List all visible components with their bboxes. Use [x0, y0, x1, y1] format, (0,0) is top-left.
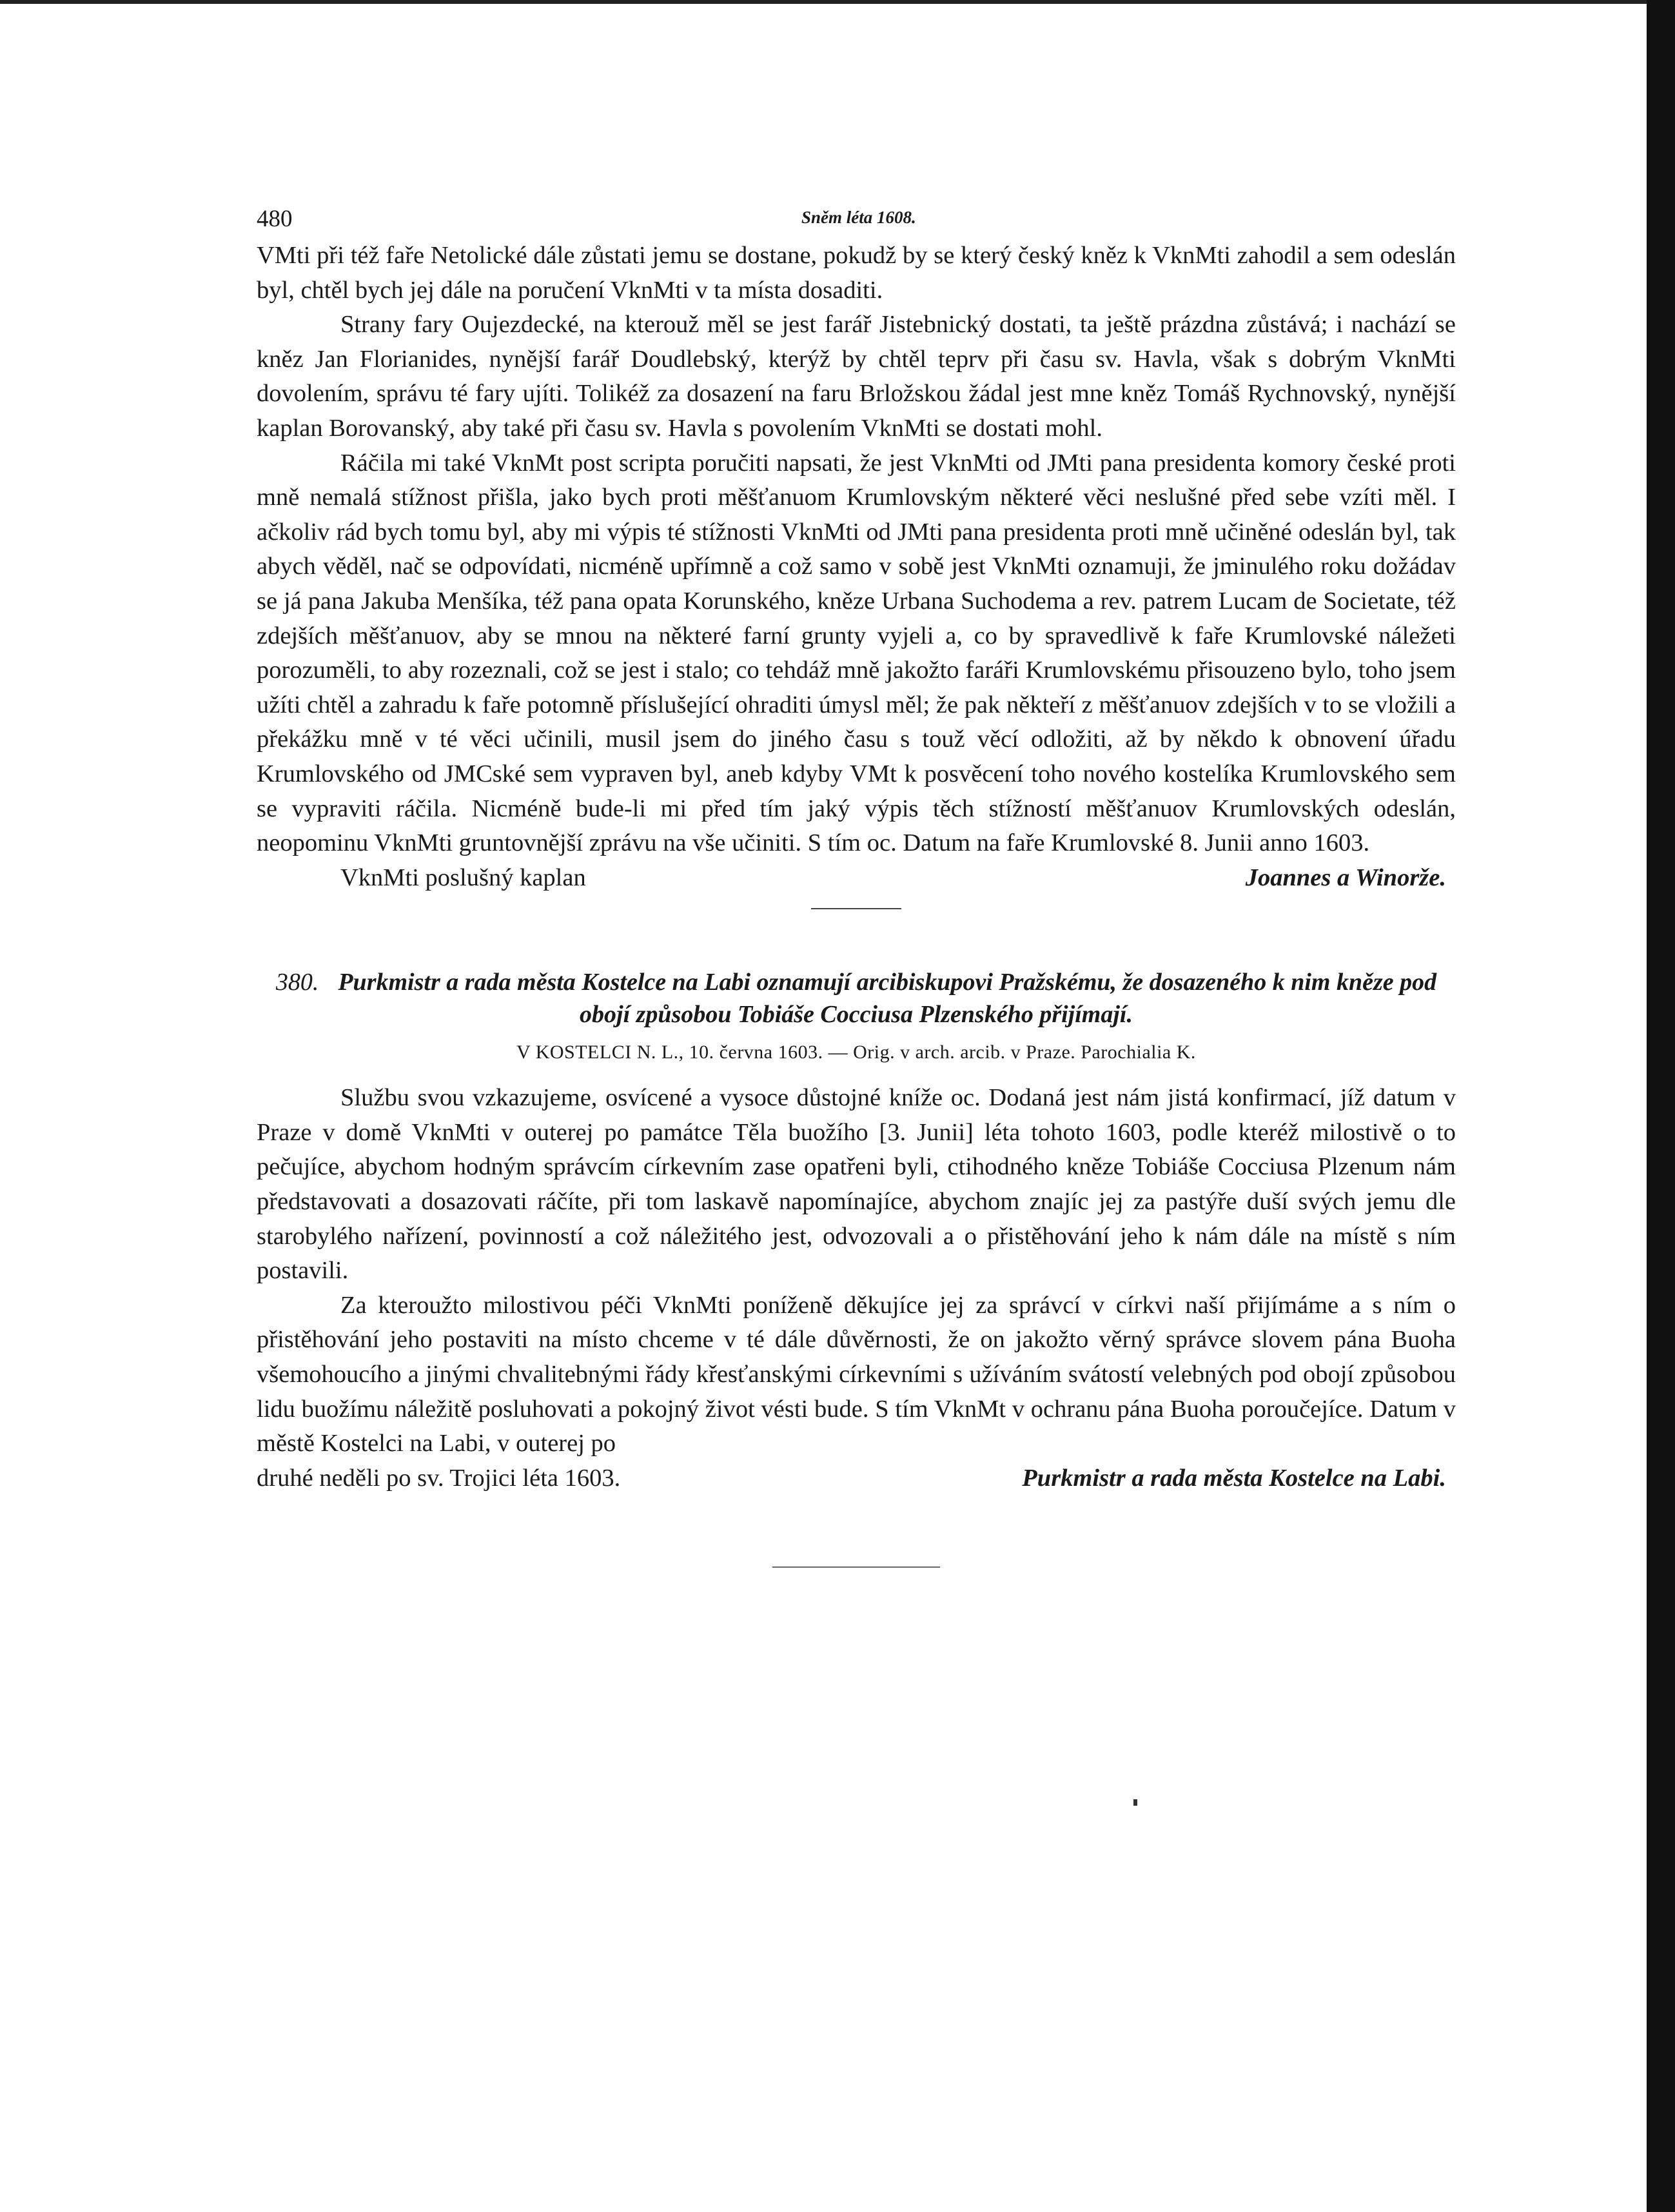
source-citation: V KOSTELCI N. L., 10. června 1603. — Orig. v arch. arcib. v Praze. Parochialia K.: [516, 1042, 1196, 1063]
document-heading: [257, 966, 1456, 1031]
document-number: 380.: [275, 969, 319, 996]
scan-edge: [1647, 0, 1675, 2212]
document-title: Purkmistr a rada města Kostelce na Labi oznamují arcibiskupovi Pražskému, že dosazeného k nim kněze pod obojí způsobou Tobiáše Cocciusa Plzenského přijímají.: [338, 969, 1437, 1029]
page: [257, 193, 1456, 1568]
scan-edge: [0, 0, 1675, 4]
paragraph: Strany fary Oujezdecké, na kterouž měl se jest farář Jistebnický dostati, ta ještě prázdna zůstává; i nachází se kněz Jan Florianides, nynější farář Doudlebský, kterýž by chtěl teprv při času sv. Havla, však s dobrým VknMti dovolením, správu té fary ujíti. Tolikéž za dosazení na faru Brložskou žádal jest mne kněz Tomáš Rychnovský, nynější kaplan Borovanský, aby také při času sv. Havla s povolením VknMti se dostati mohl.: [257, 311, 1456, 442]
ink-speck: [1133, 1799, 1137, 1806]
signatory-name: Purkmistr a rada města Kostelce na Labi.: [1022, 1464, 1446, 1492]
document-closing: [257, 1461, 1456, 1496]
page-header: [257, 193, 1456, 232]
letter-signature: [257, 861, 1456, 896]
running-title: Sněm léta 1608.: [801, 208, 916, 227]
closing-formula: VknMti poslušný kaplan: [340, 864, 586, 891]
paragraph: VMti při též faře Netolické dále zůstati jemu se dostane, pokudž by se který český kněz k VknMti zahodil a sem odeslán byl, chtěl bych jej dále na poručení VknMti v ta místa dosaditi.: [257, 242, 1456, 304]
signatory-name: Joannes a Winorže.: [1245, 864, 1446, 891]
page-number: 480: [257, 206, 293, 232]
section-divider: [811, 908, 901, 909]
paragraph: Za kteroužto milostivou péči VknMti poníženě děkujíce jej za správcí v církvi naší přijímáme a s ním o přistěhování jeho postaviti na místo chceme v té dále důvěrnosti, že on jakožto věrný správce slovem pána Buoha všemohoucího a jinými chvalitebnými řády křesťanskými církevními s užíváním svátostí velebných pod obojí způsobou lidu buožímu náležitě posluhovati a pokojný život vésti bude. S tím VknMt v ochranu pána Buoha poroučejíce. Datum v městě Kostelci na Labi, v outerej po: [257, 1291, 1456, 1457]
paragraph: Ráčila mi také VknMt post scripta poručiti napsati, že jest VknMti od JMti pana presidenta komory české proti mně nemalá stížnost přišla, jako bych proti měšťanuom Krumlovským některé věci neslušné před sebe vzíti měl. I ačkoliv rád bych tomu byl, aby mi výpis té stížnosti VknMti od JMti pana presidenta proti mně učiněné odeslán byl, tak abych věděl, nač se odpovídati, nicméně upřímně a což samo v sobě jest VknMti oznamuji, že jminulého roku dožádav se já pana Jakuba Menšíka, též pana opata Korunského, kněze Urbana Suchodema a rev. patrem Lucam de Societate, též zdejších měšťanuov, aby se mnou na některé farní grunty vyjeli a, co by spravedlivě k faře Krumlovské náležeti porozuměli, to aby rozeznali, což se jest i stalo; co tehdáž mně jakožto faráři Krumlovskému přisouzeno bylo, toho jsem užíti chtěl a zahradu k faře potomně příslušející ohraditi úmysl měl; že pak někteří z měšťanuov zdejších v to se vložili a překážku mně v té věci učinili, musil jsem do jiného času s touž věcí odložiti, až by někdo k obnovení úřadu Krumlovského od JMCské sem vypraven byl, aneb kdyby VMt k posvěcení toho nového kostelíka Krumlovského sem se vypraviti ráčila. Nicméně bude-li mi před tím jaký výpis těch stížností měšťanuov Krumlovských odeslán, neopominu VknMti gruntovnější zprávu na vše učiniti. S tím oc. Datum na faře Krumlovské 8. Junii anno 1603.: [257, 449, 1456, 857]
paragraph: Službu svou vzkazujeme, osvícené a vysoce důstojné kníže oc. Dodaná jest nám jistá konfirmací, jíž datum v Praze v domě VknMti v outerej po památce Těla buožího [3. Junii] léta tohoto 1603, podle kteréž milostivě o to pečujíce, abychom hodným správcím církevním zase opatřeni byli, ctihodného kněze Tobiáše Cocciusa Plzenum nám představovati a dosazovati ráčíte, při tom laskavě napomínajíce, abychom znajíc jej za pastýře duší svých jemu dle starobylého nařízení, povinností a což náležitého jest, odvozovali a o přistěhování jeho k nám dále na místě s ním postavili.: [257, 1084, 1456, 1285]
closing-date: druhé neděli po sv. Trojici léta 1603.: [257, 1464, 621, 1492]
end-divider: [772, 1566, 940, 1568]
